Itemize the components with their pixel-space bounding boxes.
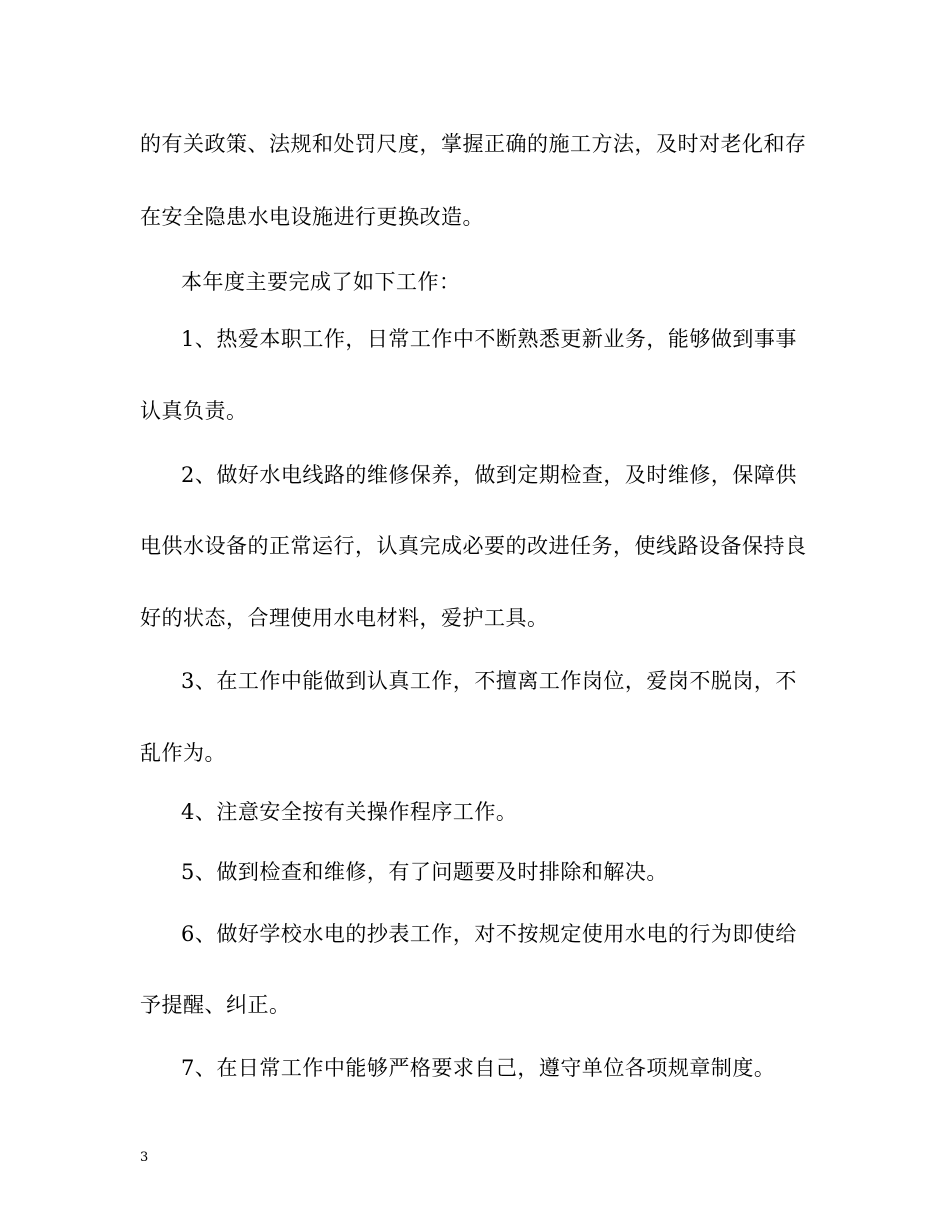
text-line: 好的状态，合理使用水电材料，爱护工具。 xyxy=(140,606,549,630)
text-line: 电供水设备的正常运行，认真完成必要的改进任务，使线路设备保持良 xyxy=(140,534,807,558)
list-item-3: 3、在工作中能做到认真工作，不擅离工作岗位，爱岗不脱岗，不 xyxy=(181,669,797,693)
text-line: 在安全隐患水电设施进行更换改造。 xyxy=(140,205,484,229)
text-line: 认真负责。 xyxy=(140,399,248,423)
list-item-1: 1、热爱本职工作，日常工作中不断熟悉更新业务，能够做到事事 xyxy=(181,327,797,351)
list-item-6: 6、做好学校水电的抄表工作，对不按规定使用水电的行为即使给 xyxy=(181,922,797,946)
text-line: 予提醒、纠正。 xyxy=(140,993,291,1017)
paragraph-intro: 本年度主要完成了如下工作： xyxy=(181,270,461,294)
list-item-4: 4、注意安全按有关操作程序工作。 xyxy=(181,800,518,824)
list-item-5: 5、做到检查和维修，有了问题要及时排除和解决。 xyxy=(181,860,668,884)
page-number: 3 xyxy=(140,1150,149,1165)
list-item-7: 7、在日常工作中能够严格要求自己，遵守单位各项规章制度。 xyxy=(181,1056,776,1080)
text-line: 乱作为。 xyxy=(140,741,226,765)
list-item-2: 2、做好水电线路的维修保养，做到定期检查，及时维修，保障供 xyxy=(181,463,797,487)
text-line: 的有关政策、法规和处罚尺度，掌握正确的施工方法，及时对老化和存 xyxy=(140,132,807,156)
